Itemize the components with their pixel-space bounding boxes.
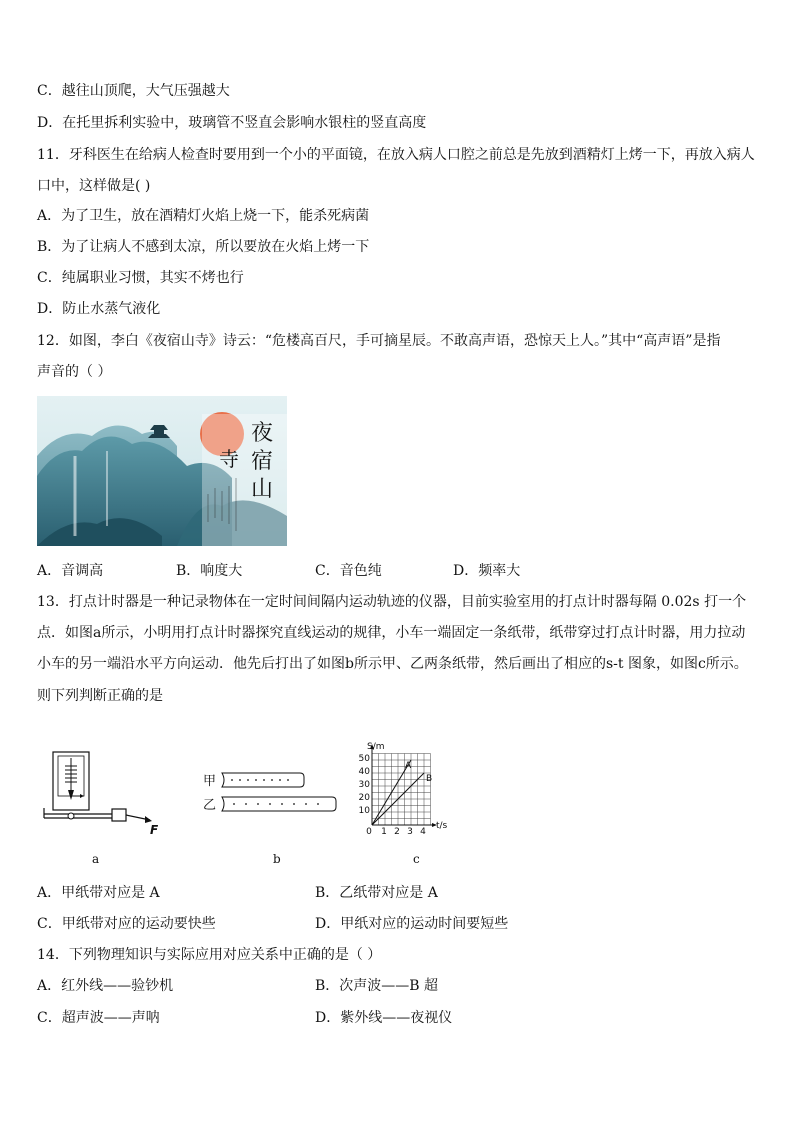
question-12-text: 12．如图，李白《夜宿山寺》诗云：“危楼高百尺，手可摘星辰。不敢高声语，恐惊天上人。”其中“高声语”是指 — [37, 333, 721, 349]
x-tick-2: 2 — [394, 827, 400, 837]
figure-b-caption: b — [273, 852, 281, 866]
y-tick-20: 20 — [358, 793, 370, 803]
series-b-label: B — [426, 774, 433, 784]
force-label: F — [150, 823, 159, 837]
figure-c-caption: c — [413, 852, 420, 866]
series-a-label: A — [405, 761, 412, 771]
poem-title-char-1: 夜 — [251, 421, 274, 446]
question-14-text: 14．下列物理知识与实际应用对应关系中正确的是（ ） — [37, 947, 382, 963]
poem-title-char-2: 宿 — [251, 449, 274, 474]
question-14-option-b: B．次声波——B 超 — [315, 978, 439, 994]
y-axis-label: S/m — [367, 742, 385, 752]
tape-yi-dots — [233, 803, 319, 805]
figure-c — [355, 740, 465, 840]
question-11-option-a: A．为了卫生，放在酒精灯火焰上烧一下，能杀死病菌 — [37, 208, 370, 224]
question-11-option-b: B．为了让病人不感到太凉，所以要放在火焰上烤一下 — [37, 239, 370, 255]
question-12-option-a: A．音调高 — [37, 563, 104, 579]
y-tick-30: 30 — [358, 780, 370, 790]
poem-illustration — [37, 396, 287, 546]
question-12-text-cont: 声音的（ ） — [37, 364, 112, 380]
figure-b — [200, 768, 350, 818]
question-11-text-cont: 口中，这样做是( ) — [37, 178, 151, 194]
question-11-option-d: D．防止水蒸气液化 — [37, 301, 161, 317]
poem-title-char-3: 山 — [251, 477, 274, 502]
option-11c-prev: C．越往山顶爬，大气压强越大 — [37, 83, 230, 99]
y-tick-50: 50 — [358, 754, 370, 764]
st-chart — [355, 740, 465, 840]
y-tick-40: 40 — [358, 767, 370, 777]
x-tick-3: 3 — [407, 827, 413, 837]
question-13-option-d: D．甲纸对应的运动时间要短些 — [315, 916, 509, 932]
question-13-option-c: C．甲纸带对应的运动要快些 — [37, 916, 216, 932]
x-axis-label: t/s — [436, 821, 448, 831]
tape-jia-dots — [231, 779, 289, 781]
question-13-text-cont-2: 小车的另一端沿水平方向运动．他先后打出了如图b所示甲、乙两条纸带，然后画出了相应的s-t 图象，如图c所示。 — [37, 656, 748, 672]
y-tick-10: 10 — [358, 806, 370, 816]
figure-a-caption: a — [92, 852, 100, 866]
question-14-option-c: C．超声波——声呐 — [37, 1010, 160, 1026]
question-13-text-cont-1: 点．如图a所示，小明用打点计时器探究直线运动的规律，小车一端固定一条纸带，纸带穿过打点计时器，用力拉动 — [37, 625, 746, 641]
tape-jia-label: 甲 — [203, 774, 217, 789]
poem-title-char-4: 寺 — [219, 447, 239, 471]
x-tick-0: 0 — [366, 827, 372, 837]
question-12-option-c: C．音色纯 — [315, 563, 382, 579]
question-14-option-d: D．紫外线——夜视仪 — [315, 1010, 453, 1026]
question-14-option-a: A．红外线——验钞机 — [37, 978, 174, 994]
question-13-text-cont-3: 则下列判断正确的是 — [37, 688, 163, 704]
question-11-option-c: C．纯属职业习惯，其实不烤也行 — [37, 270, 244, 286]
question-12-option-b: B．响度大 — [176, 563, 243, 579]
question-13-option-b: B．乙纸带对应是 A — [315, 885, 438, 901]
option-11d-prev: D．在托里拆利实验中，玻璃管不竖直会影响水银柱的竖直高度 — [37, 115, 427, 131]
tape-yi-label: 乙 — [203, 798, 217, 813]
question-12-option-d: D．频率大 — [453, 563, 521, 579]
question-11-text: 11．牙科医生在给病人检查时要用到一个小的平面镜，在放入病人口腔之前总是先放到酒精灯上烤一下，再放入病人 — [37, 147, 755, 163]
x-tick-4: 4 — [420, 827, 426, 837]
question-13-option-a: A．甲纸带对应是 A — [37, 885, 160, 901]
question-13-text: 13．打点计时器是一种记录物体在一定时间间隔内运动轨迹的仪器，目前实验室用的打点计时器每隔 0.02s 打一个 — [37, 594, 747, 610]
figure-a — [40, 748, 170, 838]
x-tick-1: 1 — [381, 827, 387, 837]
